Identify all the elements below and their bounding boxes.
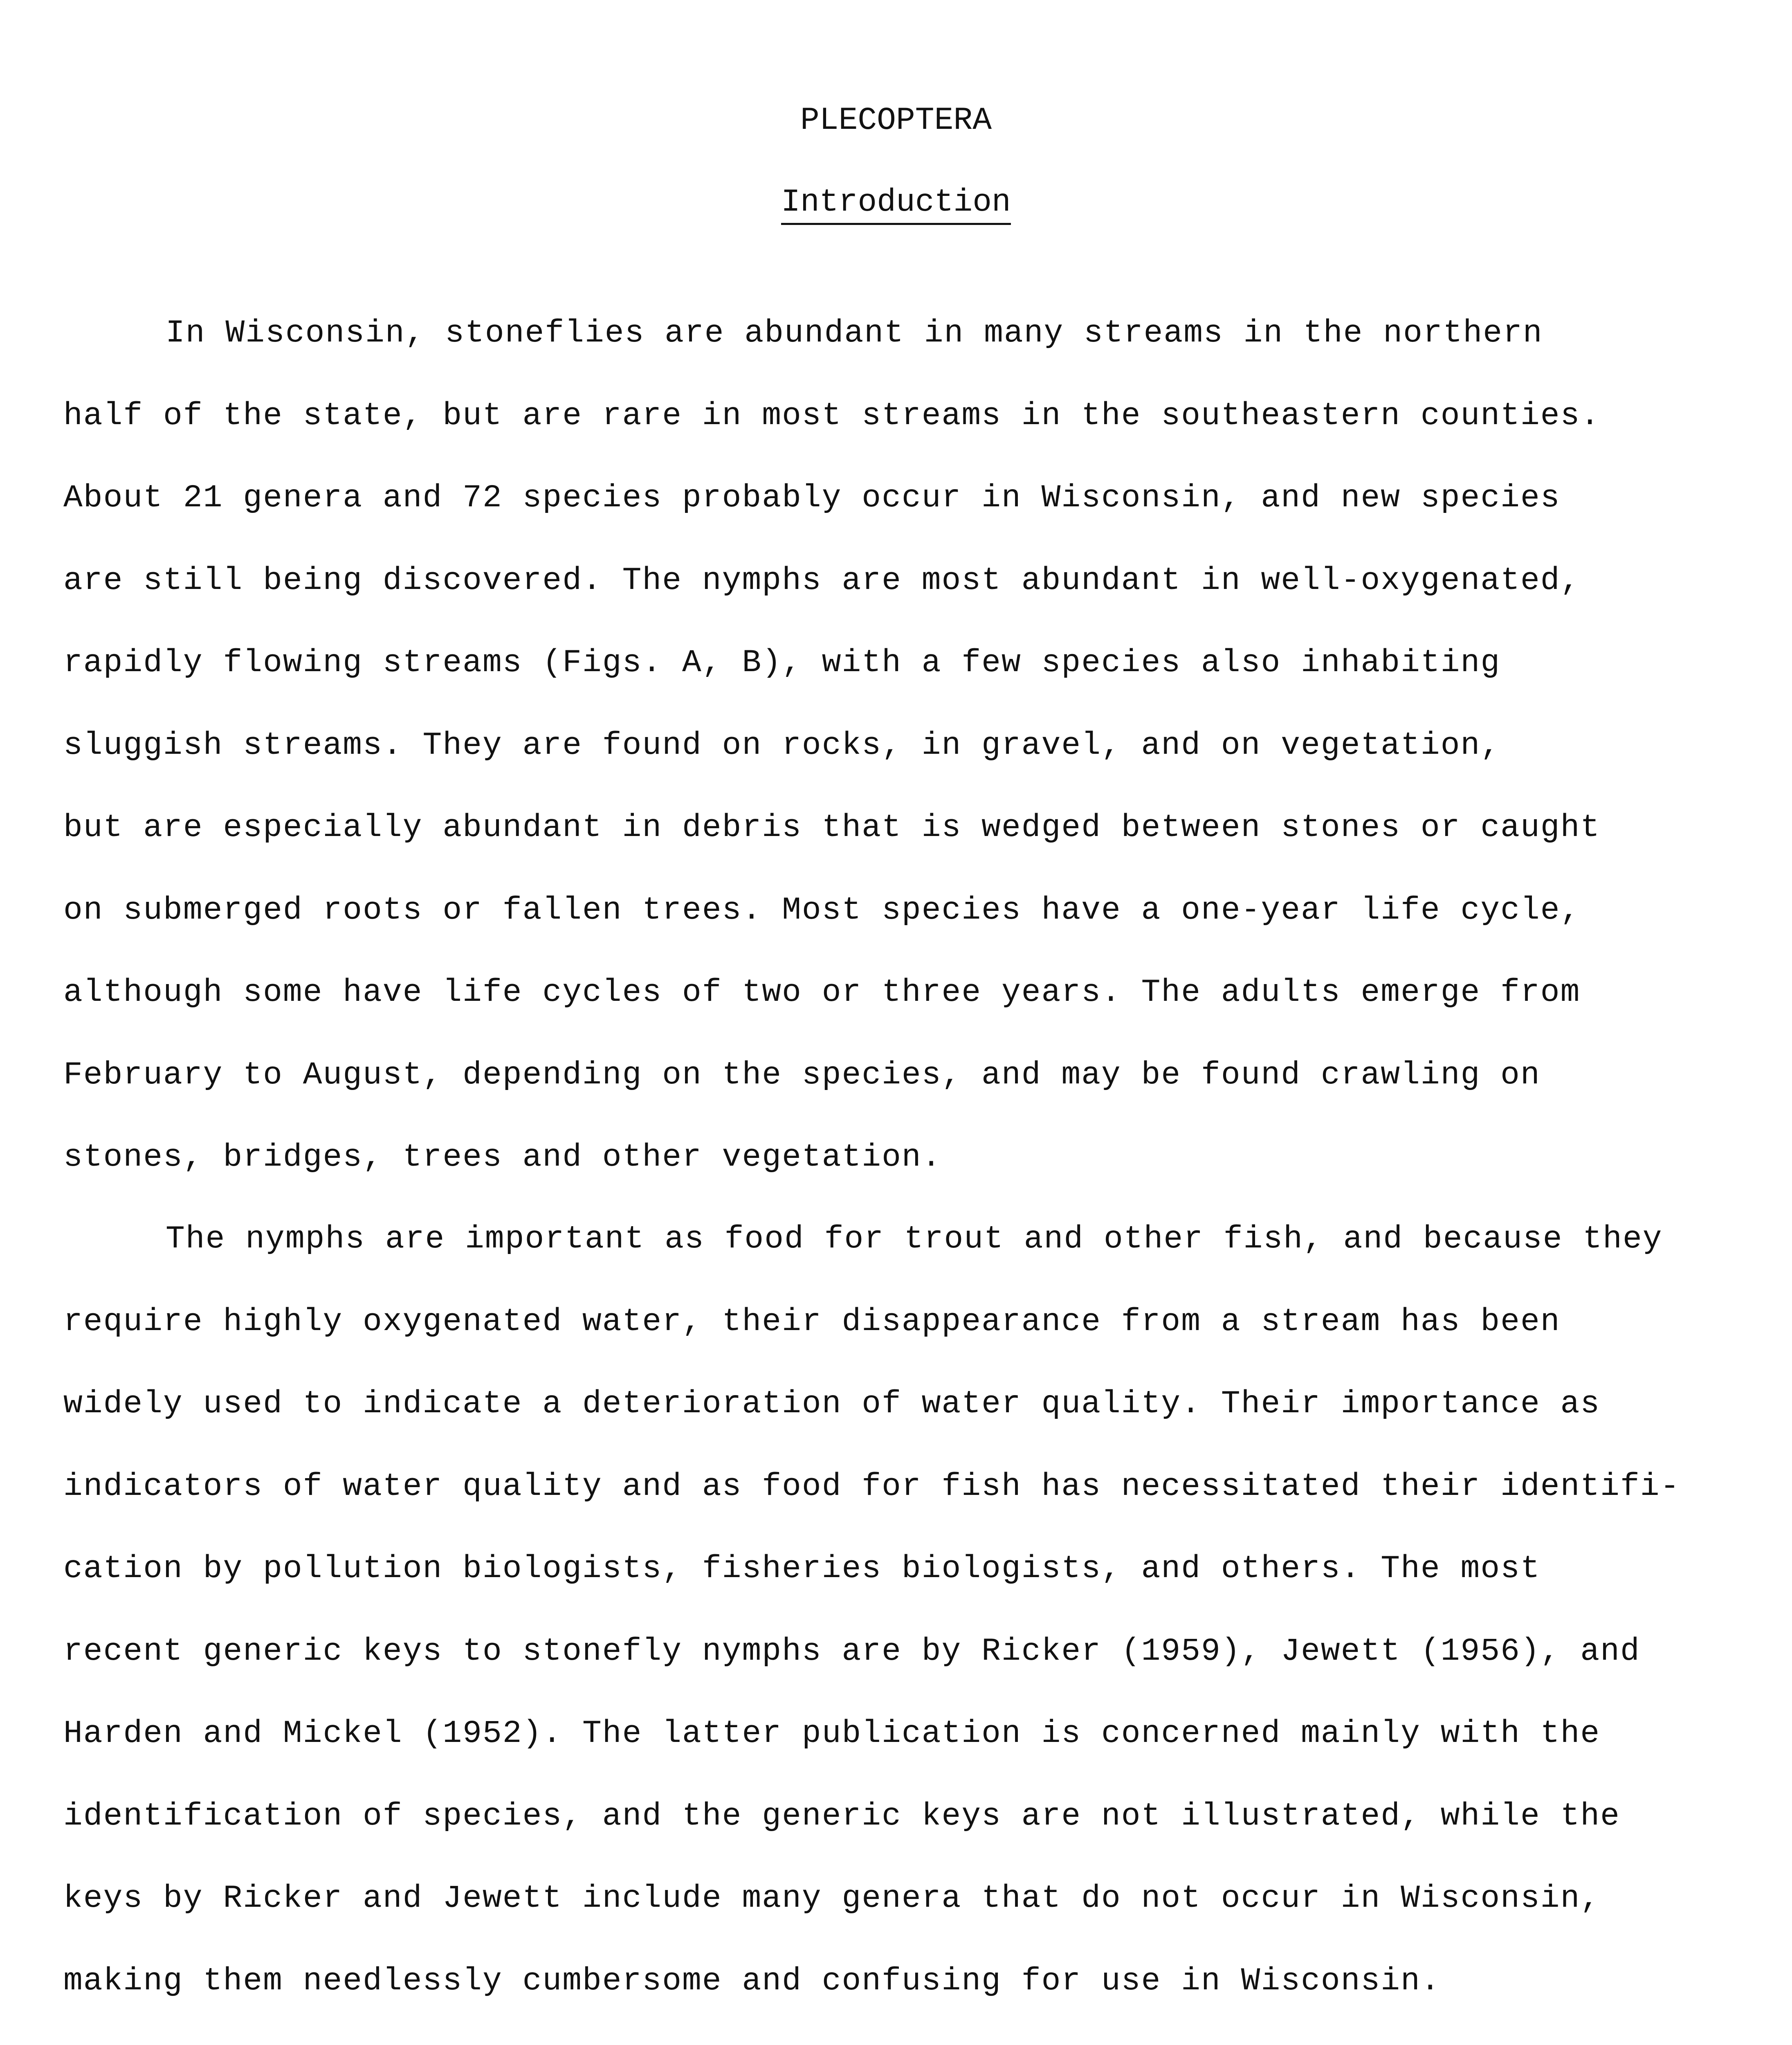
page-title: PLECOPTERA [800,103,992,139]
text-line: but are especially abundant in debris that is wedged between stones or caught [63,810,1601,846]
paragraph-1 [63,292,1761,1199]
text-line: half of the state, but are rare in most streams in the southeastern counties. [63,398,1601,434]
text-line: February to August, depending on the species, and may be found crawling on [63,1057,1540,1093]
text-line: keys by Ricker and Jewett include many genera that do not occur in Wisconsin, [63,1881,1601,1917]
text-line [63,2023,1761,2045]
text-line: require highly oxygenated water, their disappearance from a stream has been [63,1303,1561,1340]
text-line: making them needlessly cumbersome and confusing for use in Wisconsin. [63,1963,1441,1999]
section-heading-text: Introduction [781,184,1011,225]
text-line: on submerged roots or fallen trees. Most species have a one-year life cycle, [63,892,1581,928]
text-line: The nymphs are important as food for trout and other fish, and because they [166,1221,1663,1257]
text-line: In Wisconsin, stoneflies are abundant in many streams in the northern [166,315,1543,351]
paragraph-3 [63,2023,1761,2045]
text-line: recent generic keys to stonefly nymphs are by Ricker (1959), Jewett (1956), and [63,1633,1640,1670]
text-line: although some have life cycles of two or three years. The adults emerge from [63,975,1581,1011]
section-heading [0,182,1792,223]
text-line: are still being discovered. The nymphs are most abundant in well-oxygenated, [63,562,1581,599]
text-line: indicators of water quality and as food for fish has necessitated their identifi- [63,1468,1680,1505]
text-line: rapidly flowing streams (Figs. A, B), with a few species also inhabiting [63,645,1501,681]
text-line: cation by pollution biologists, fisheries biologists, and others. The most [63,1551,1540,1587]
text-line: stones, bridges, trees and other vegetation. [63,1139,942,1175]
text-line: About 21 genera and 72 species probably occur in Wisconsin, and new species [63,480,1561,516]
text-line: Harden and Mickel (1952). The latter publication is concerned mainly with the [63,1716,1601,1752]
paragraph-2 [63,1198,1761,2023]
text-line: widely used to indicate a deterioration of water quality. Their importance as [63,1386,1601,1422]
text-line: identification of species, and the generic keys are not illustrated, while the [63,1798,1620,1834]
text-line: sluggish streams. They are found on rocks, in gravel, and on vegetation, [63,727,1501,764]
